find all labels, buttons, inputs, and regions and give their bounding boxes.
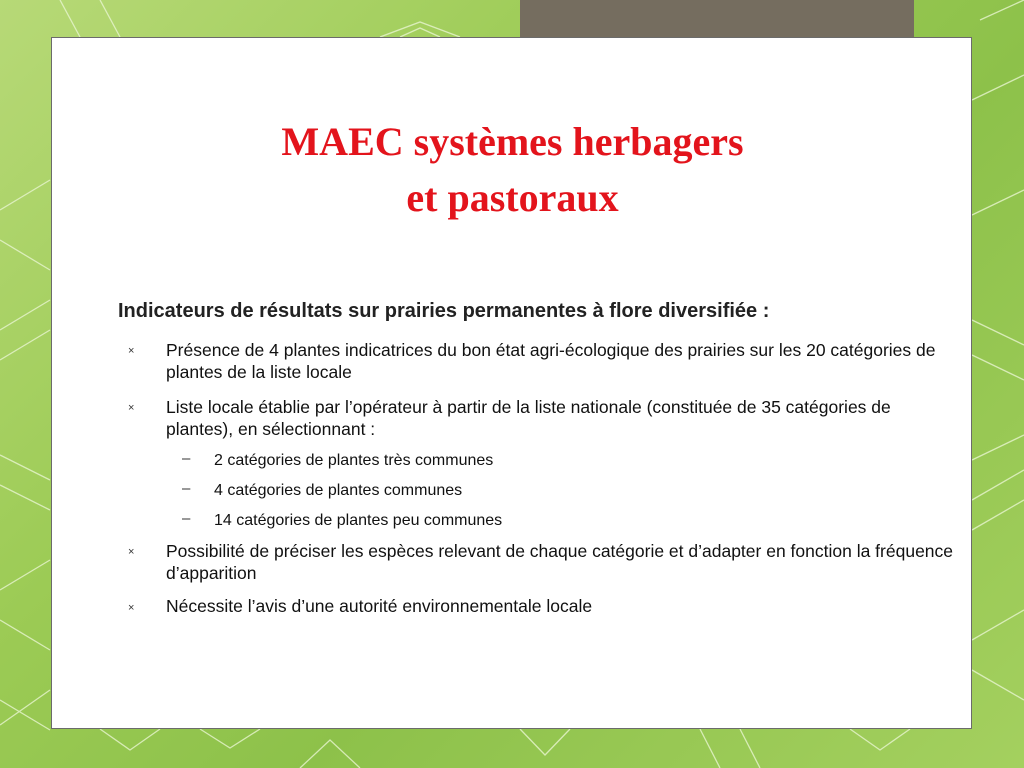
title-line-1: MAEC systèmes herbagers — [281, 119, 744, 164]
bullet-marker: × — [128, 602, 135, 614]
sub-bullet-marker: – — [182, 510, 191, 527]
sub-item: 14 catégories de plantes peu communes — [214, 512, 503, 529]
bullet-item: Possibilité de préciser les espèces relevant de chaque catégorie et d’adapter en fonction la fréquence d’apparition — [166, 541, 954, 583]
sub-item: 2 catégories de plantes très communes — [214, 452, 494, 469]
sub-bullet-marker: – — [182, 480, 191, 497]
top-accent-tab — [520, 0, 914, 38]
bullet-marker: × — [128, 402, 135, 414]
sub-bullet-marker: – — [182, 450, 191, 467]
bullet-item: Liste locale établie par l’opérateur à partir de la liste nationale (constituée de 35 catégories de plantes), en sélectionnant : — [166, 397, 891, 439]
bullet-marker: × — [128, 345, 135, 357]
slide-title — [52, 114, 973, 226]
bullet-item: Présence de 4 plantes indicatrices du bon état agri-écologique des prairies sur les 20 catégories de plantes de la liste locale — [166, 340, 936, 382]
sub-item: 4 catégories de plantes communes — [214, 482, 463, 499]
section-heading: Indicateurs de résultats sur prairies permanentes à flore diversifiée : — [118, 300, 770, 322]
title-line-2: et pastoraux — [406, 175, 619, 220]
bullet-marker: × — [128, 546, 135, 558]
bullet-item: Nécessite l’avis d’une autorité environnementale locale — [166, 596, 593, 616]
slide-card — [51, 37, 972, 729]
